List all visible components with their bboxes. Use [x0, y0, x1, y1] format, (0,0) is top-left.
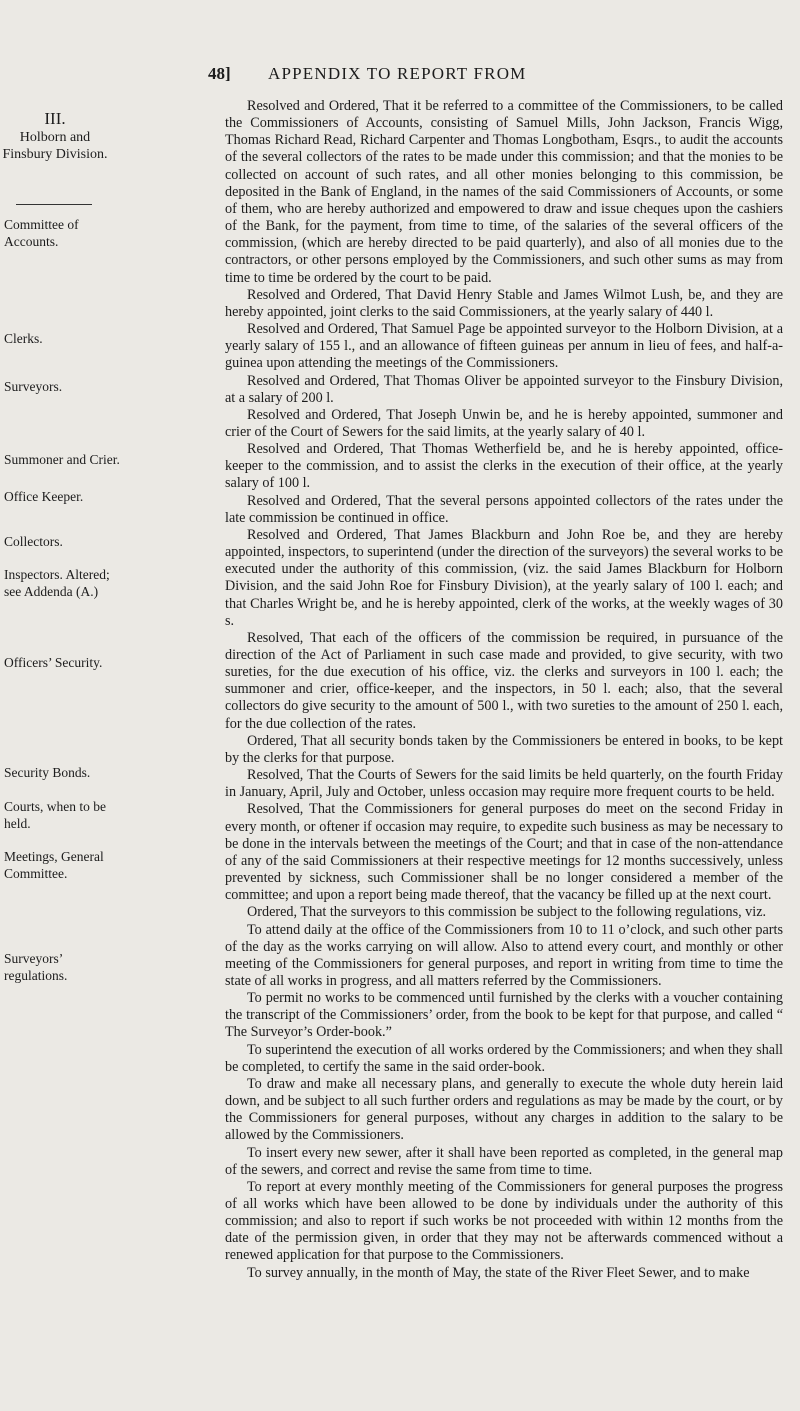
paragraph: Resolved, That the Courts of Sewers for the said limits be held quarterly, on the fourth Friday in January, April, July and October, unless occasion may require more frequent courts to be held. [225, 767, 783, 801]
section-rule [16, 204, 92, 205]
paragraph: Resolved and Ordered, That David Henry Stable and James Wilmot Lush, be, and they are hereby appointed, joint clerks to the said Commissioners, at the yearly salary of 440 l. [225, 286, 783, 320]
paragraph: Resolved, That each of the officers of the commission be required, in pursuance of the direction of the Act of Parliament in such case made and provided, to give security, with two sureties, for the due execution of his office, viz. the clerks and surveyors in 100 l. each; the summoner and crier, office-keeper, and the inspectors, in 50 l. each; also, that the several collectors do give security to the amount of 500 l., with two sureties to the amount of 250 l. each, for the due collection of the rates. [225, 629, 783, 732]
page-number: 48] [208, 64, 231, 83]
margin-note-committee-of-accounts: Committee of Accounts. [4, 217, 79, 249]
paragraph: To attend daily at the office of the Commissioners from 10 to 11 o’clock, and such other parts of the day as the works carrying on will allow. Also to attend every court, and monthly or other meeting of the Commissioners for general purposes, and report in writing from time to time the state of all works in progress, and all matters referred by the Commissioners. [225, 921, 783, 989]
paragraph: To superintend the execution of all works ordered by the Commissioners; and when they shall be completed, to certify the same in the said order-book. [225, 1041, 783, 1075]
paragraph: Ordered, That all security bonds taken by the Commissioners be entered in books, to be kept by the clerks for that purpose. [225, 732, 783, 766]
paragraph: Resolved and Ordered, That Thomas Wetherfield be, and he is hereby appointed, office-keeper to the commission, and to assist the clerks in the execution of their office, at the yearly salary of 100 l. [225, 441, 783, 492]
paragraph: To survey annually, in the month of May, the state of the River Fleet Sewer, and to make [247, 1264, 750, 1281]
paragraph: Resolved, That the Commissioners for general purposes do meet on the second Friday in every month, or oftener if occasion may require, to expedite such business as may be necessary to be done in the intervals between the meetings of the Court; and that in case of the non-attendance of any of the said Commissioners at their respective meetings for 12 months successively, unless prevented by sickness, such Commissioner shall be no longer considered a member of the committee; and upon a report being made thereof, that the vacancy be filled up at the next court. [225, 801, 783, 904]
margin-note-officers-security: Officers’ Security. [4, 655, 103, 670]
paragraph: Resolved and Ordered, That Samuel Page be appointed surveyor to the Holborn Division, at a yearly salary of 155 l., and an allowance of fifteen guineas per annum in lieu of fees, and half-a-guinea upon attending the meetings of the Commissioners. [225, 321, 783, 372]
running-head: APPENDIX TO REPORT FROM [268, 64, 527, 83]
paragraph: Resolved and Ordered, That Thomas Oliver be appointed surveyor to the Finsbury Division, at a salary of 200 l. [225, 372, 783, 406]
paragraph: Ordered, That the surveyors to this commission be subject to the following regulations, viz. [247, 904, 767, 921]
body-text [225, 98, 783, 1282]
margin-note-meetings: Meetings, General Committee. [4, 849, 104, 881]
margin-note-surveyors: Surveyors. [4, 379, 63, 394]
margin-note-inspectors: Inspectors. Altered; see Addenda (A.) [4, 567, 110, 599]
paragraph: Resolved and Ordered, That the several persons appointed collectors of the rates under the late commission be continued in office. [225, 492, 783, 526]
paragraph: To draw and make all necessary plans, and generally to execute the whole duty herein laid down, and be subject to all such further orders and regulations as may be made by the court, or by the Commissioners for general purposes, without any charges in addition to the salary to be allowed by the Commissioners. [225, 1075, 783, 1144]
paragraph: To insert every new sewer, after it shall have been reported as completed, in the general map of the sewers, and correct and revise the same from time to time. [225, 1144, 783, 1178]
section-title: Holborn and Finsbury Division. [2, 130, 108, 162]
margin-note-security-bonds: Security Bonds. [4, 765, 91, 780]
margin-note-summoner-and-crier: Summoner and Crier. [4, 452, 120, 467]
margin-note-office-keeper: Office Keeper. [4, 489, 84, 504]
margin-note-clerks: Clerks. [4, 331, 43, 346]
paragraph: Resolved and Ordered, That James Blackburn and John Roe be, and they are hereby appointed, inspectors, to superintend (under the direction of the surveyors) the several works to be executed under the authority of this commission, (viz. the said James Blackburn for Holborn Division, and the said John Roe for Finsbury Division), at the yearly salary of 100 l. each; and that Charles Wright be, and he is hereby appointed, clerk of the works, at the weekly wages of 30 s. [225, 526, 783, 629]
margin-note-collectors: Collectors. [4, 534, 63, 549]
section-heading [0, 110, 110, 163]
paragraph: To permit no works to be commenced until furnished by the clerks with a voucher containing the transcript of the Commissioners’ order, from the book to be kept for that purpose, and called “ The Surveyor’s Order-book.” [225, 990, 783, 1041]
margin-note-surveyors-regulations: Surveyors’ regulations. [4, 951, 68, 983]
paragraph: Resolved and Ordered, That it be referred to a committee of the Commissioners, to be called the Commissioners of Accounts, consisting of Samuel Mills, John Jackson, Francis Wigg, Thomas Richard Read, Richard Carpenter and Thomas Longbotham, Esqrs., to audit the accounts of the several collectors of the rates to be made under this commission; and that the monies to be collected on account of such rates, and all other monies belonging to this commission, be deposited in the Bank of England, in the names of the said Commissioners of Accounts, or some of them, who are hereby authorized and empowered to draw and issue cheques upon the cashiers of the Bank, for the payment, from time to time, of the salaries of the several officers of the commission, (which are hereby directed to be paid quarterly), and also of all monies due to the contractors, or other persons employed by the Commissioners, and such other sums as may from time to time be ordered by the court to be paid. [225, 98, 783, 286]
margin-note-courts: Courts, when to be held. [4, 799, 106, 831]
paragraph: To report at every monthly meeting of the Commissioners for general purposes the progress of all works which have been allowed to be done by individuals under the authority of this commission; and also to report if such works be not proceeded with within 12 months from the date of the permission given, in order that they may not be afterwards commenced without a renewed application for that purpose to the Commissioners. [225, 1178, 783, 1264]
paragraph: Resolved and Ordered, That Joseph Unwin be, and he is hereby appointed, summoner and crier of the Court of Sewers for the said limits, at the yearly salary of 40 l. [225, 406, 783, 440]
section-number: III. [44, 109, 66, 128]
